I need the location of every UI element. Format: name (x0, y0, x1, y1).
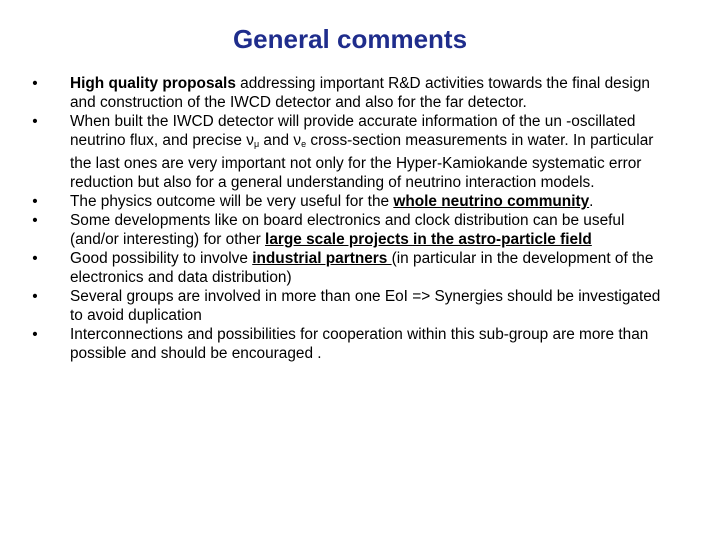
bullet-text: When built the IWCD detector will provide accurate information of the un -oscillated neutrino flux, and precise (70, 113, 636, 149)
bullet-icon: • (32, 193, 38, 210)
bullet-text: cross-section measurements in water. In particular the last ones are very important not only for the Hyper-Kamiokande systematic error reduction but also for a general understanding of neutrino interaction models. (70, 132, 654, 191)
bullet-icon: • (32, 250, 38, 267)
bullet-item (28, 325, 668, 363)
bullet-item (28, 74, 668, 112)
bullet-list (28, 74, 668, 363)
bullet-icon: • (32, 113, 38, 130)
bullet-item (28, 112, 668, 192)
bullet-item (28, 249, 668, 287)
underlined-text: industrial partners (252, 250, 392, 267)
bullet-icon: • (32, 75, 38, 92)
bullet-text: Interconnections and possibilities for cooperation within this sub-group are more than possible and should be encouraged . (70, 326, 649, 362)
bullet-text: Some developments like on board electronics and clock distribution can be useful (and/or interesting) for other (70, 212, 625, 248)
mu-subscript: μ (253, 139, 260, 149)
bullet-text: . (589, 193, 594, 210)
bullet-text: Several groups are involved in more than one EoI => Synergies should be investigated to avoid duplication (70, 288, 661, 324)
nu-symbol: ν (246, 132, 254, 149)
bullet-text: Good possibility to involve (70, 250, 253, 267)
bullet-item (28, 192, 668, 211)
bullet-icon: • (32, 212, 38, 229)
underlined-text: large scale projects in the astro-particle field (265, 231, 592, 248)
bullet-item (28, 211, 668, 249)
bullet-icon: • (32, 288, 38, 305)
nu-symbol: ν (293, 132, 302, 149)
bullet-text: addressing important R&D activities towards the final design and construction of the IWCD detector and also for the far detector. (70, 75, 650, 111)
bullet-text: The physics outcome will be very useful for the (70, 193, 394, 210)
bullet-icon: • (32, 326, 38, 343)
bullet-item (28, 287, 668, 325)
underlined-text: whole neutrino community (393, 193, 590, 210)
bullet-text: (in particular in the development of the electronics and data distribution) (70, 250, 654, 286)
e-subscript: e (301, 139, 307, 149)
bullet-bold-text: High quality proposals (70, 75, 236, 92)
slide-title: General comments (232, 24, 468, 54)
bullet-text: and (259, 132, 294, 149)
